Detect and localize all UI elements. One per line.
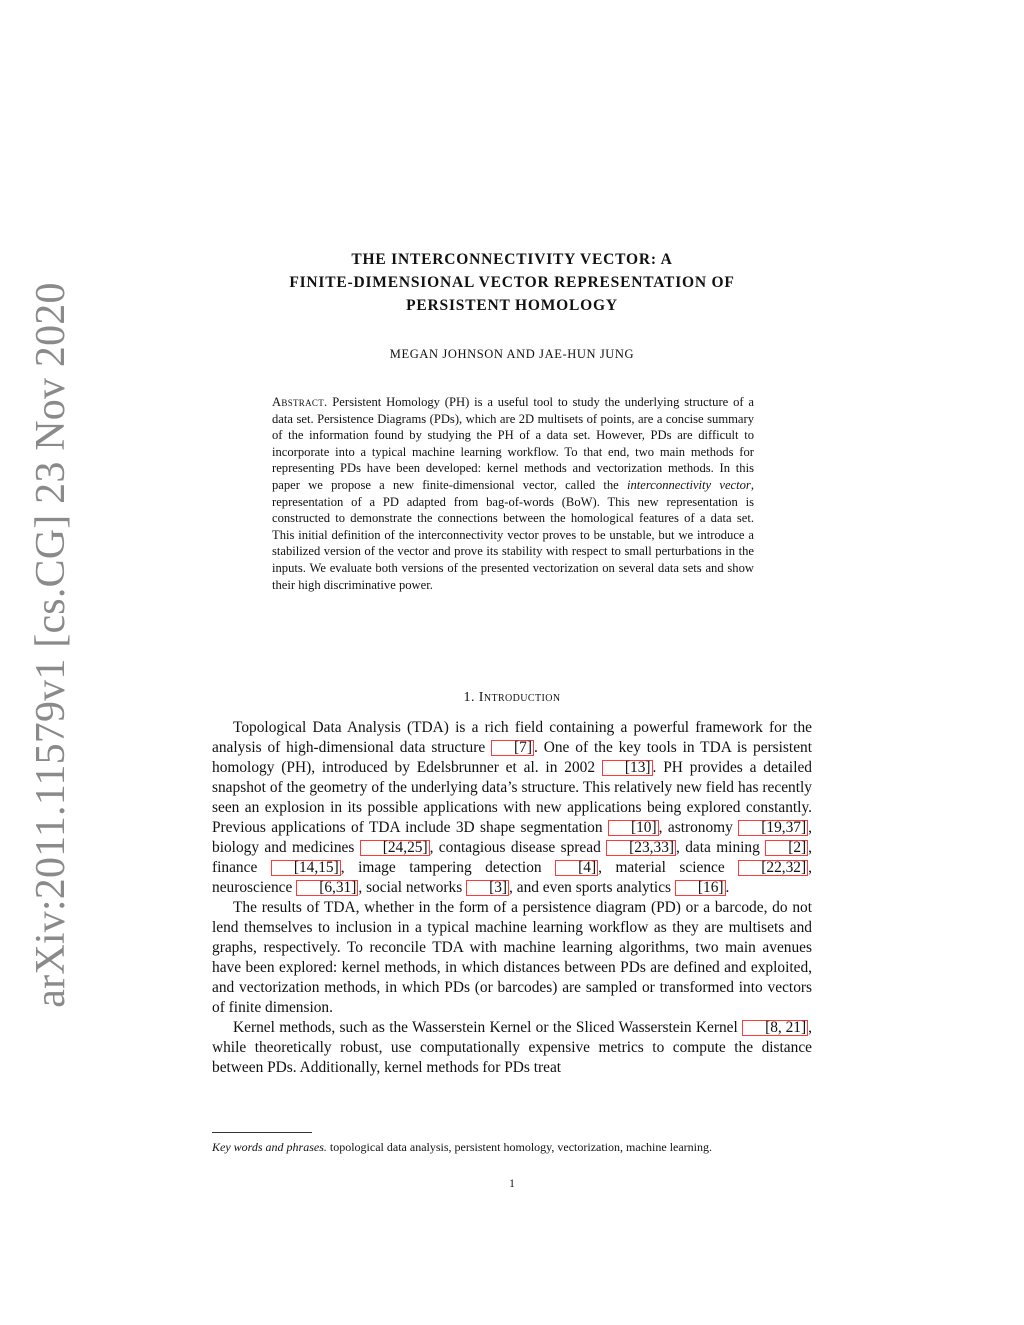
citation-link[interactable]: [14,15] bbox=[271, 860, 341, 876]
abstract bbox=[272, 394, 754, 593]
abstract-emphasis: interconnectivity vector bbox=[626, 477, 751, 492]
abstract-text: , representation of a PD adapted from bag-of-words (BoW). This new representation is constructed to demonstrate the connections between the homological features of a data set. This initial definition of the interconnectivity vector proves to be unstable, but we introduce a stabilized version of the vector and prove its stability with respect to small perturbations in the inputs. We evaluate both versions of the presented vectorization on several data sets and show their high discriminative power. bbox=[272, 477, 754, 592]
citation-link[interactable]: [22,32] bbox=[738, 860, 808, 876]
text-run: , material science bbox=[598, 859, 739, 876]
abstract-text: Persistent Homology (PH) is a useful tool to study the underlying structure of a data set. Persistence Diagrams (PDs), which are 2D multisets of points, are a concise summary of the information found by studying the PH of a data set. However, PDs are difficult to incorporate into a typical machine learning workflow. To that end, two main methods for representing PDs have been developed: kernel methods and vectorization methods. In this paper we propose a new finite-dimensional vector, called the bbox=[272, 395, 755, 492]
abstract-label: Abstract. bbox=[272, 395, 328, 409]
text-run: , neuroscience bbox=[212, 859, 812, 896]
paper-title bbox=[200, 248, 824, 317]
text-run: , finance bbox=[212, 839, 812, 876]
citation-link[interactable]: [19,37] bbox=[738, 820, 808, 836]
citation-link[interactable]: [2] bbox=[765, 840, 808, 856]
citation-link[interactable]: [13] bbox=[602, 760, 653, 776]
text-run: , social networks bbox=[358, 879, 467, 896]
citation-link[interactable]: [23,33] bbox=[606, 840, 676, 856]
citation-link[interactable]: [10] bbox=[608, 820, 659, 836]
text-run: . bbox=[725, 879, 730, 896]
text-run: , astronomy bbox=[658, 819, 739, 836]
text-run: . One of the key tools in TDA is persistent homology (PH), introduced by Edelsbrunner et al. in 2002 bbox=[212, 739, 812, 776]
citation-link[interactable]: [6,31] bbox=[296, 880, 358, 896]
text-run: , and even sports analytics bbox=[509, 879, 675, 896]
citation-link[interactable]: [24,25] bbox=[360, 840, 430, 856]
text-run: Kernel methods, such as the Wasserstein Kernel or the Sliced Wasserstein Kernel bbox=[233, 1019, 743, 1036]
footnote bbox=[212, 1139, 812, 1155]
title-line: FINITE-DIMENSIONAL VECTOR REPRESENTATION OF bbox=[289, 274, 735, 291]
author-list: MEGAN JOHNSON AND JAE-HUN JUNG bbox=[389, 347, 635, 361]
text-run: , biology and medicines bbox=[212, 819, 812, 856]
citation-link[interactable]: [7] bbox=[491, 740, 534, 756]
page-number: 1 bbox=[509, 1178, 515, 1190]
footnote-divider bbox=[212, 1132, 312, 1133]
title-line: THE INTERCONNECTIVITY VECTOR: A bbox=[351, 251, 673, 268]
paragraph: The results of TDA, whether in the form of a persistence diagram (PD) or a barcode, do not lend themselves to inclusion in a typical machine learning workflow as they are multisets and graphs, respectively. To reconcile TDA with machine learning algorithms, two main avenues have been explored: kernel methods, in which distances between PDs are defined and exploited, and vectorization methods, in which PDs (or barcodes) are sampled or transformed into vectors of finite dimension. bbox=[212, 899, 812, 1016]
text-run: , data mining bbox=[676, 839, 766, 856]
text-run: . PH provides a detailed snapshot of the geometry of the underlying data’s structure. This relatively new field has recently seen an explosion in its possible applications with new applications being explored constantly. Previous applications of TDA include 3D shape segmentation bbox=[212, 759, 812, 836]
paragraph bbox=[212, 718, 812, 898]
arxiv-identifier-text: arXiv:2011.11579v1 [cs.CG] 23 Nov 2020 bbox=[28, 282, 74, 1008]
citation-link[interactable]: [4] bbox=[555, 860, 598, 876]
text-run: , image tampering detection bbox=[340, 859, 556, 876]
footnote-label: Key words and phrases. bbox=[212, 1140, 327, 1154]
text-run: , while theoretically robust, use computationally expensive metrics to compute the distance between PDs. Additionally, kernel methods for PDs treat bbox=[212, 1019, 812, 1076]
citation-link[interactable]: [8, 21] bbox=[742, 1020, 808, 1036]
footnote-text: topological data analysis, persistent homology, vectorization, machine learning. bbox=[329, 1140, 713, 1154]
text-run: Topological Data Analysis (TDA) is a rich field containing a powerful framework for the analysis of high-dimensional data structure bbox=[212, 719, 812, 756]
title-line: PERSISTENT HOMOLOGY bbox=[406, 297, 618, 314]
citation-link[interactable]: [16] bbox=[675, 880, 726, 896]
section-title: Introduction bbox=[478, 690, 561, 705]
citation-link[interactable]: [3] bbox=[466, 880, 509, 896]
section-heading bbox=[200, 690, 824, 706]
section-number: 1. bbox=[463, 690, 475, 705]
paragraph bbox=[212, 1018, 812, 1078]
text-run: , contagious disease spread bbox=[429, 839, 607, 856]
arxiv-identifier-stamp bbox=[21, 282, 81, 1008]
body-text bbox=[212, 718, 812, 1078]
